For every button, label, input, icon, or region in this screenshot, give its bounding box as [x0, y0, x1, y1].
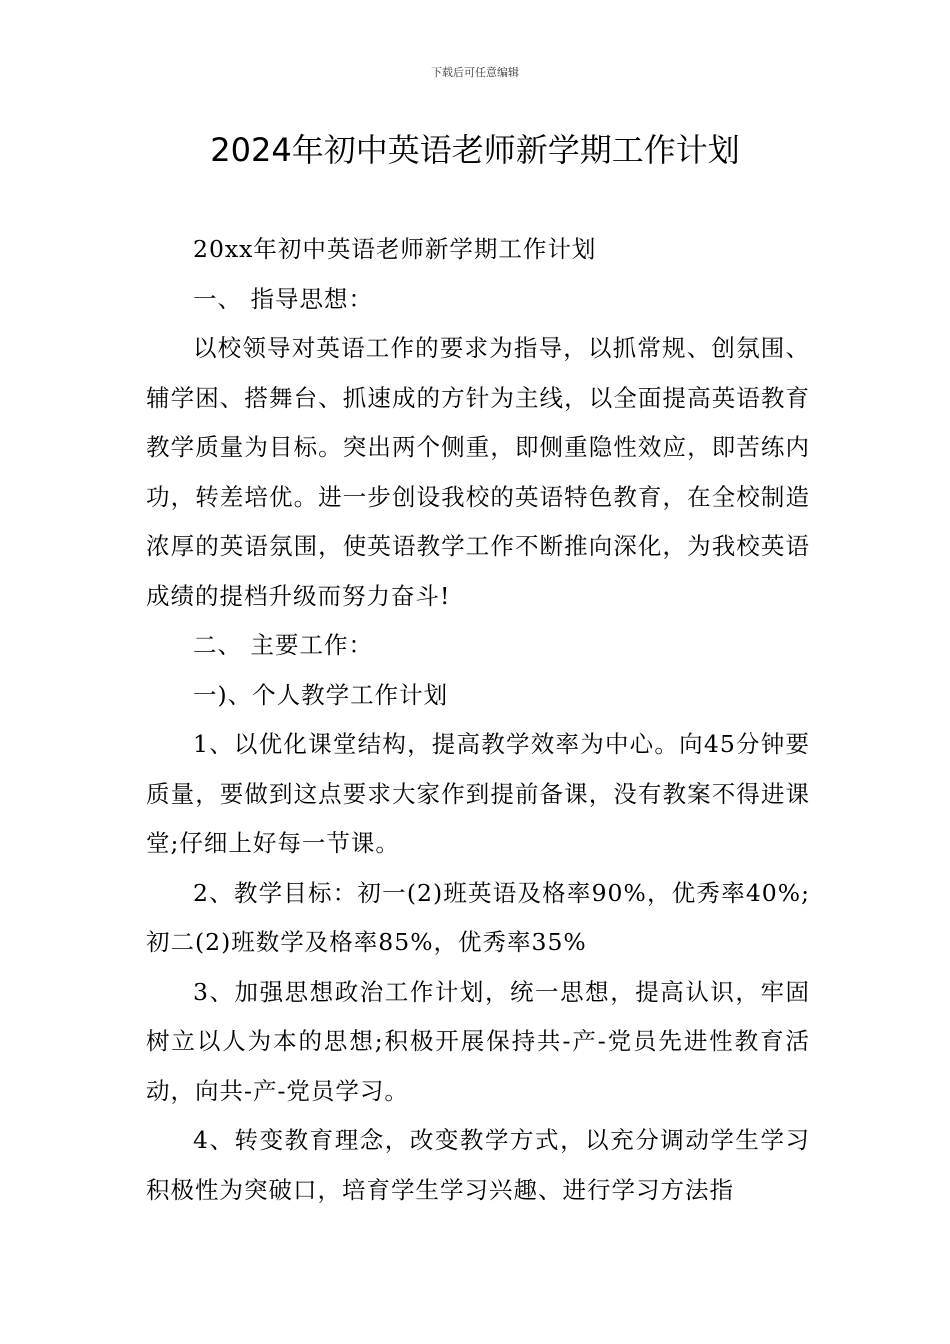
list-item-2: 2、教学目标：初一(2)班英语及格率90%，优秀率40%;初二(2)班数学及格率85%，优秀率35%: [146, 878, 810, 956]
heading-main-work: 二、 主要工作：: [193, 631, 373, 659]
list-item-1: 1、以优化课堂结构，提高教学效率为中心。向45分钟要质量，要做到这点要求大家作到提前备课，没有教案不得进课堂;仔细上好每一节课。: [146, 730, 810, 857]
subheading-personal-plan: 一)、个人教学工作计划: [193, 680, 449, 709]
paragraph-guiding-ideology: 以校领导对英语工作的要求为指导，以抓常规、创氛围、辅学困、搭舞台、抓速成的方针为主线，以全面提高英语教育教学质量为目标。突出两个侧重，即侧重隐性效应，即苦练内功，转差培优。进一步创设我校的英语特色教育，在全校制造浓厚的英语氛围，使英语教学工作不断推向深化，为我校英语成绩的提档升级而努力奋斗!: [146, 334, 810, 610]
paragraph-subtitle: 20xx年初中英语老师新学期工作计划: [193, 235, 597, 263]
download-note: 下载后可任意编辑: [431, 66, 519, 79]
list-item-4: 4、转变教育理念，改变教学方式，以充分调动学生学习积极性为突破口，培育学生学习兴趣、进行学习方法指: [146, 1126, 810, 1204]
document-title: 2024年初中英语老师新学期工作计划: [210, 131, 740, 169]
heading-guiding-ideology: 一、 指导思想：: [193, 284, 373, 313]
list-item-3: 3、加强思想政治工作计划，统一思想，提高认识，牢固树立以人为本的思想;积极开展保持共-产-党员先进性教育活动，向共-产-党员学习。: [146, 977, 810, 1105]
document-body: [146, 225, 810, 1215]
